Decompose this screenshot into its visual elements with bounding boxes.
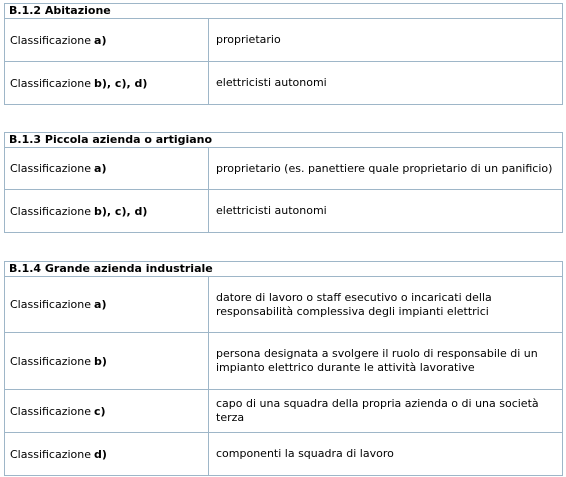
classification-cell bbox=[5, 433, 209, 475]
classification-cell bbox=[5, 19, 209, 61]
classification-label: Classificazione bbox=[10, 162, 92, 175]
role-description: persona designata a svolgere il ruolo di responsabile di un impianto elettrico durante le attività lavorative bbox=[216, 347, 538, 374]
table-row bbox=[5, 190, 562, 232]
section-title: B.1.3 Piccola azienda o artigiano bbox=[5, 133, 562, 148]
classification-code: d) bbox=[94, 447, 107, 461]
table-row bbox=[5, 277, 562, 333]
section-title: B.1.2 Abitazione bbox=[5, 4, 562, 19]
role-description: proprietario bbox=[216, 33, 281, 46]
section-piccola-azienda bbox=[4, 132, 563, 233]
classification-label: Classificazione bbox=[10, 298, 92, 311]
classification-label: Classificazione bbox=[10, 354, 92, 368]
classification-code: a) bbox=[94, 162, 107, 175]
classification-label: Classificazione bbox=[10, 447, 92, 461]
classification-label: Classificazione bbox=[10, 204, 92, 218]
classification-cell bbox=[5, 390, 209, 432]
classification-code: c) bbox=[94, 404, 106, 418]
table-row bbox=[5, 433, 562, 475]
section-title: B.1.4 Grande azienda industriale bbox=[5, 262, 562, 277]
classification-cell bbox=[5, 148, 209, 189]
classification-label: Classificazione bbox=[10, 404, 92, 418]
role-description: datore di lavoro o staff esecutivo o incaricati della responsabilità complessiva degli impianti elettrici bbox=[216, 290, 492, 318]
classification-code: b), c), d) bbox=[94, 76, 148, 90]
role-description: proprietario (es. panettiere quale proprietario di un panificio) bbox=[216, 161, 553, 175]
classification-cell bbox=[5, 62, 209, 104]
classification-cell bbox=[5, 190, 209, 232]
section-grande-azienda bbox=[4, 261, 563, 476]
classification-cell bbox=[5, 333, 209, 389]
table-row bbox=[5, 390, 562, 433]
table-row bbox=[5, 333, 562, 390]
table-row bbox=[5, 19, 562, 62]
table-row bbox=[5, 62, 562, 104]
role-description: componenti la squadra di lavoro bbox=[216, 447, 394, 460]
classification-cell bbox=[5, 277, 209, 332]
classification-code: a) bbox=[94, 33, 107, 47]
table-row bbox=[5, 148, 562, 190]
role-description: elettricisti autonomi bbox=[216, 76, 327, 89]
classification-label: Classificazione bbox=[10, 33, 92, 47]
classification-code: b), c), d) bbox=[94, 204, 148, 218]
classification-code: b) bbox=[94, 354, 107, 368]
role-description: capo di una squadra della propria azienda o di una società terza bbox=[216, 397, 539, 424]
classification-code: a) bbox=[94, 298, 107, 311]
role-description: elettricisti autonomi bbox=[216, 204, 327, 217]
section-abitazione bbox=[4, 3, 563, 105]
classification-label: Classificazione bbox=[10, 76, 92, 90]
